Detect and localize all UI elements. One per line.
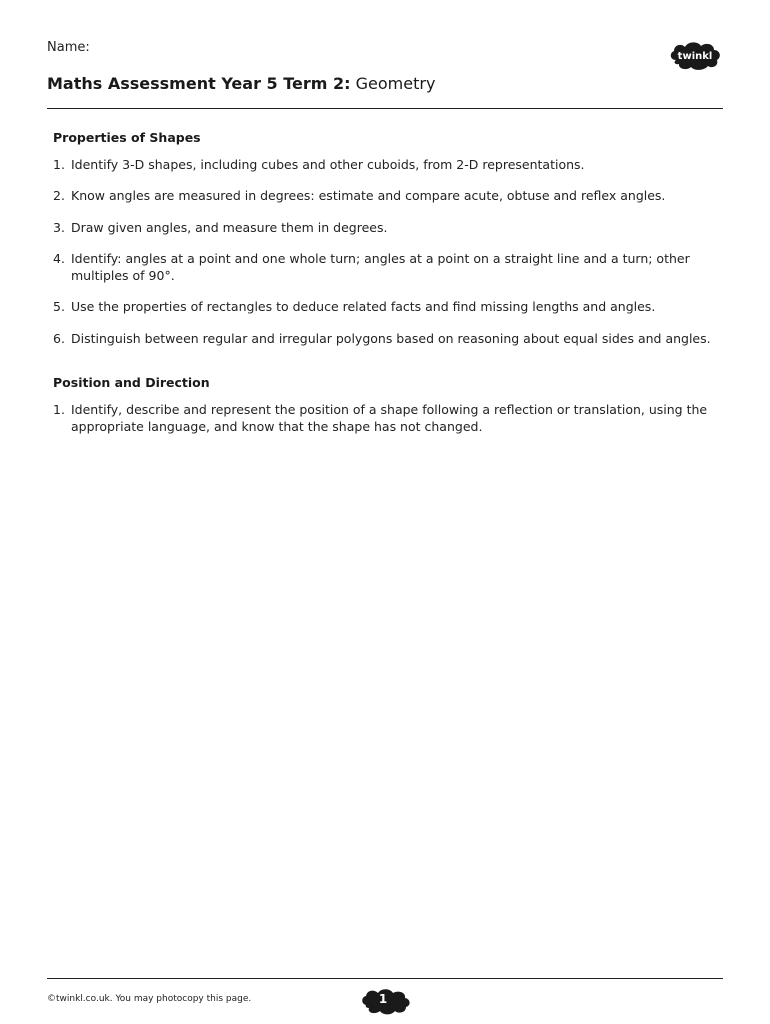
list-item [53,298,718,315]
title-subject: Geometry [350,74,436,93]
item-text: Know angles are measured in degrees: estimate and compare acute, obtuse and reflex angles. [71,188,666,203]
list-item [53,330,718,347]
list-item [53,401,718,435]
list-item [53,156,718,173]
twinkl-logo-icon [668,40,722,72]
section-heading-position: Position and Direction [53,375,210,390]
page-number-badge [360,986,412,1016]
item-text: Identify: angles at a point and one whole turn; angles at a point on a straight line and a turn; other multiples of 90°. [71,251,690,283]
footer-divider [47,978,723,979]
svg-text:twinkl: twinkl [677,51,713,62]
item-text: Use the properties of rectangles to deduce related facts and find missing lengths and angles. [71,299,656,314]
item-number: 3. [53,220,65,235]
item-number: 1. [53,402,65,417]
list-item [53,250,718,284]
page-number: 1 [378,992,388,1006]
item-number: 2. [53,188,65,203]
section-heading-properties: Properties of Shapes [53,130,201,145]
item-number: 5. [53,299,65,314]
name-label: Name: [47,40,90,55]
copyright-notice: ©twinkl.co.uk. You may photocopy this page. [47,994,252,1004]
list-item [53,219,718,236]
item-text: Draw given angles, and measure them in degrees. [71,220,388,235]
list-item [53,187,718,204]
item-text: Identify, describe and represent the position of a shape following a reflection or translation, using the appropriate language, and know that the shape has not changed. [71,402,708,434]
header-divider [47,108,723,109]
item-text: Identify 3-D shapes, including cubes and other cuboids, from 2-D representations. [71,157,585,172]
item-number: 1. [53,157,65,172]
page-title [47,74,435,93]
item-number: 6. [53,331,65,346]
item-number: 4. [53,251,65,266]
title-bold-part: Maths Assessment Year 5 Term 2: [47,74,351,93]
item-text: Distinguish between regular and irregular polygons based on reasoning about equal sides and angles. [71,331,711,346]
